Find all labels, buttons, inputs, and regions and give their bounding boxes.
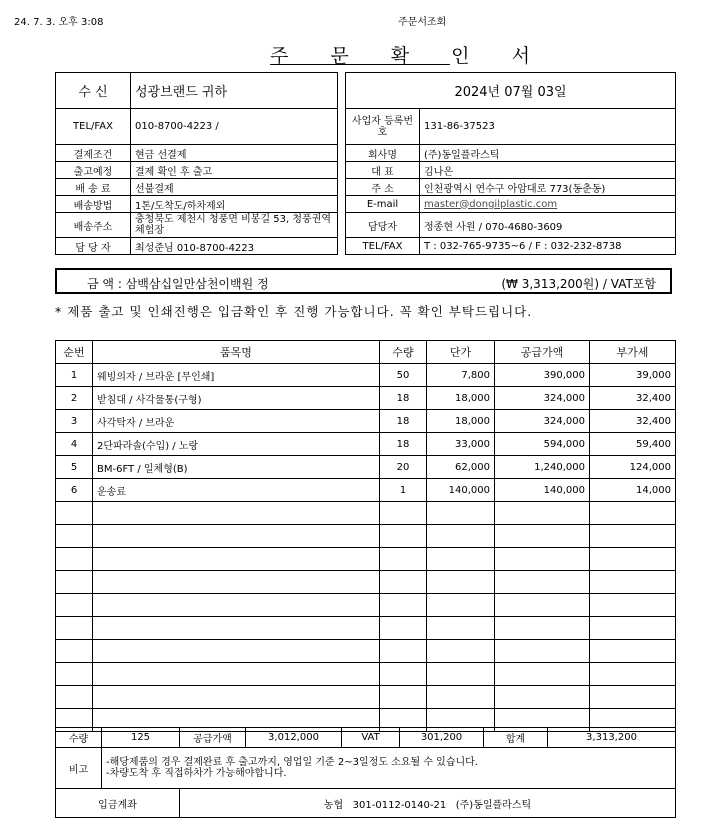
email-link[interactable]: master@dongilplastic.com [424, 198, 558, 210]
item-name [93, 663, 380, 686]
amount-box [55, 268, 672, 294]
items-table [55, 340, 676, 732]
item-name: 사각탁자 / 브라운 [93, 410, 380, 433]
item-name [93, 548, 380, 571]
telfax-label: TEL/FAX [56, 109, 131, 145]
item-vat [590, 571, 676, 594]
item-name [93, 640, 380, 663]
item-price [427, 548, 495, 571]
item-vat [590, 548, 676, 571]
item-qty: 18 [380, 433, 427, 456]
item-price: 7,800 [427, 364, 495, 387]
bizno-value: 131-86-37523 [420, 109, 676, 145]
total-qty-label: 수량 [56, 728, 102, 748]
grand-total-value: 3,313,200 [548, 728, 676, 748]
contact-value: 최성준님 010-8700-4223 [131, 238, 338, 255]
item-qty [380, 571, 427, 594]
items-header-row [56, 341, 676, 364]
item-row [56, 433, 676, 456]
item-supply: 1,240,000 [495, 456, 590, 479]
empty-row [56, 525, 676, 548]
bizno-label: 사업자 등록번호 [346, 109, 420, 145]
recipient-row-release [56, 162, 338, 179]
item-supply [495, 502, 590, 525]
item-price [427, 686, 495, 709]
item-no [56, 663, 93, 686]
delivery-method-value: 1톤/도착도/하차제외 [131, 196, 338, 213]
item-price [427, 617, 495, 640]
item-qty [380, 617, 427, 640]
to-label: 수 신 [56, 73, 131, 109]
recipient-row-payment [56, 145, 338, 162]
release-value: 결제 확인 후 출고 [131, 162, 338, 179]
empty-row [56, 548, 676, 571]
total-vat-label: VAT [342, 728, 400, 748]
release-label: 출고예정 [56, 162, 131, 179]
item-price: 62,000 [427, 456, 495, 479]
item-vat: 59,400 [590, 433, 676, 456]
supplier-row-address [346, 179, 676, 196]
item-vat [590, 617, 676, 640]
item-price: 140,000 [427, 479, 495, 502]
item-vat [590, 663, 676, 686]
item-no [56, 571, 93, 594]
item-vat: 32,400 [590, 410, 676, 433]
empty-row [56, 594, 676, 617]
item-name [93, 686, 380, 709]
item-no [56, 617, 93, 640]
item-row [56, 410, 676, 433]
item-price: 33,000 [427, 433, 495, 456]
recipient-row-delivery-method [56, 196, 338, 213]
total-supply-value: 3,012,000 [246, 728, 342, 748]
address-label: 배송주소 [56, 213, 131, 238]
grand-total-label: 합계 [484, 728, 548, 748]
empty-row [56, 686, 676, 709]
item-no: 2 [56, 387, 93, 410]
item-vat [590, 640, 676, 663]
item-row [56, 387, 676, 410]
recipient-row-contact [56, 238, 338, 255]
ceo-label: 대 표 [346, 162, 420, 179]
item-supply: 324,000 [495, 387, 590, 410]
bank-account: 농협 301-0112-0140-21 (주)동일플라스틱 [180, 789, 676, 818]
company-value: (주)동일플라스틱 [420, 145, 676, 162]
item-supply [495, 686, 590, 709]
supplier-row-ceo [346, 162, 676, 179]
total-qty-value: 125 [102, 728, 180, 748]
item-supply [495, 548, 590, 571]
contact-label: 담 당 자 [56, 238, 131, 255]
telfax-value: 010-8700-4223 / [131, 109, 338, 145]
item-name: BM-6FT / 일체형(B) [93, 456, 380, 479]
item-row [56, 364, 676, 387]
item-supply: 324,000 [495, 410, 590, 433]
item-price: 18,000 [427, 387, 495, 410]
to-value: 성광브랜드 귀하 [131, 73, 338, 109]
title-underline [270, 64, 450, 65]
order-date: 2024년 07월 03일 [346, 73, 676, 109]
manager-label: 담당자 [346, 213, 420, 238]
item-no [56, 525, 93, 548]
supplier-address-value: 인천광역시 연수구 아암대로 773(동춘동) [420, 179, 676, 196]
item-no: 5 [56, 456, 93, 479]
item-row [56, 456, 676, 479]
item-no [56, 502, 93, 525]
print-datetime: 24. 7. 3. 오후 3:08 [14, 17, 104, 28]
item-qty: 18 [380, 387, 427, 410]
item-name: 받침대 / 사각물통(구형) [93, 387, 380, 410]
item-price [427, 640, 495, 663]
total-vat-value: 301,200 [400, 728, 484, 748]
item-qty [380, 640, 427, 663]
item-name [93, 502, 380, 525]
supplier-telfax-label: TEL/FAX [346, 238, 420, 255]
item-vat [590, 594, 676, 617]
item-name [93, 594, 380, 617]
item-no [56, 594, 93, 617]
recipient-row-telfax [56, 109, 338, 145]
item-qty [380, 686, 427, 709]
supplier-telfax-value: T : 032-765-9735~6 / F : 032-232-8738 [420, 238, 676, 255]
item-qty: 20 [380, 456, 427, 479]
remarks-label: 비고 [56, 748, 102, 789]
item-supply: 390,000 [495, 364, 590, 387]
item-price [427, 571, 495, 594]
address-value: 충청북도 제천시 청풍면 비봉길 53, 청풍권역체험장 [131, 213, 338, 238]
item-qty: 18 [380, 410, 427, 433]
remark-line: -차량도착 후 직접하차가 가능해야합니다. [106, 768, 287, 779]
item-name [93, 617, 380, 640]
item-supply [495, 594, 590, 617]
item-qty [380, 525, 427, 548]
bank-row [56, 789, 676, 818]
remarks-row [56, 748, 676, 789]
delivery-method-label: 배송방법 [56, 196, 131, 213]
page-label: 주문서조회 [398, 17, 447, 28]
item-no: 4 [56, 433, 93, 456]
item-supply [495, 663, 590, 686]
item-name: 운송료 [93, 479, 380, 502]
item-vat: 39,000 [590, 364, 676, 387]
item-supply [495, 617, 590, 640]
shipping-fee-value: 선불결제 [131, 179, 338, 196]
item-price [427, 502, 495, 525]
empty-row [56, 663, 676, 686]
supplier-row-bizno [346, 109, 676, 145]
item-price [427, 594, 495, 617]
header-vat: 부가세 [590, 341, 676, 364]
supplier-table [345, 72, 676, 255]
email-cell [420, 196, 676, 213]
item-price: 18,000 [427, 410, 495, 433]
item-qty [380, 548, 427, 571]
item-no [56, 640, 93, 663]
recipient-row-shipping-fee [56, 179, 338, 196]
empty-row [56, 640, 676, 663]
recipient-row-to [56, 73, 338, 109]
recipient-table [55, 72, 338, 255]
item-price [427, 663, 495, 686]
header-supply: 공급가액 [495, 341, 590, 364]
item-supply [495, 525, 590, 548]
bank-label: 입금계좌 [56, 789, 180, 818]
item-name [93, 525, 380, 548]
item-name: 2단파라솔(수입) / 노랑 [93, 433, 380, 456]
remark-line: -해당제품의 경우 결제완료 후 출고까지, 영업일 기준 2~3일정도 소요될 수 있습니다. [106, 757, 478, 768]
empty-row [56, 617, 676, 640]
item-no [56, 686, 93, 709]
total-supply-label: 공급가액 [180, 728, 246, 748]
recipient-row-address [56, 213, 338, 238]
item-vat [590, 502, 676, 525]
header-qty: 수량 [380, 341, 427, 364]
document-title: 주 문 확 인 서 [270, 45, 548, 67]
item-qty: 1 [380, 479, 427, 502]
item-vat [590, 525, 676, 548]
item-name: 웨빙의자 / 브라운 [무인쇄] [93, 364, 380, 387]
header-price: 단가 [427, 341, 495, 364]
empty-row [56, 502, 676, 525]
supplier-row-manager [346, 213, 676, 238]
item-qty [380, 502, 427, 525]
payment-label: 결제조건 [56, 145, 131, 162]
email-label: E-mail [346, 196, 420, 213]
shipping-fee-label: 배 송 료 [56, 179, 131, 196]
item-vat: 14,000 [590, 479, 676, 502]
supplier-row-date [346, 73, 676, 109]
supplier-row-company [346, 145, 676, 162]
manager-value: 정종현 사원 / 070-4680-3609 [420, 213, 676, 238]
payment-value: 현금 선결제 [131, 145, 338, 162]
amount-text: 금 액 : 삼백삼십일만삼천이백원 정 [87, 277, 269, 291]
item-qty: 50 [380, 364, 427, 387]
item-name [93, 571, 380, 594]
header-no: 순번 [56, 341, 93, 364]
supplier-address-label: 주 소 [346, 179, 420, 196]
item-price [427, 525, 495, 548]
item-no [56, 548, 93, 571]
empty-row [56, 571, 676, 594]
item-qty [380, 663, 427, 686]
header-name: 품목명 [93, 341, 380, 364]
summary-table [55, 727, 676, 818]
item-row [56, 479, 676, 502]
item-no: 1 [56, 364, 93, 387]
remarks-cell [102, 748, 676, 789]
ceo-value: 김나은 [420, 162, 676, 179]
item-no: 3 [56, 410, 93, 433]
totals-row [56, 728, 676, 748]
item-supply: 594,000 [495, 433, 590, 456]
item-supply: 140,000 [495, 479, 590, 502]
item-supply [495, 571, 590, 594]
amount-numeric: (₩ 3,313,200원) / VAT포함 [501, 277, 656, 291]
item-vat [590, 686, 676, 709]
item-supply [495, 640, 590, 663]
item-vat: 124,000 [590, 456, 676, 479]
payment-notice: * 제품 출고 및 인쇄진행은 입금확인 후 진행 가능합니다. 꼭 확인 부탁드립니다. [55, 304, 533, 319]
item-qty [380, 594, 427, 617]
supplier-row-email [346, 196, 676, 213]
item-vat: 32,400 [590, 387, 676, 410]
item-no: 6 [56, 479, 93, 502]
company-label: 회사명 [346, 145, 420, 162]
supplier-row-telfax [346, 238, 676, 255]
